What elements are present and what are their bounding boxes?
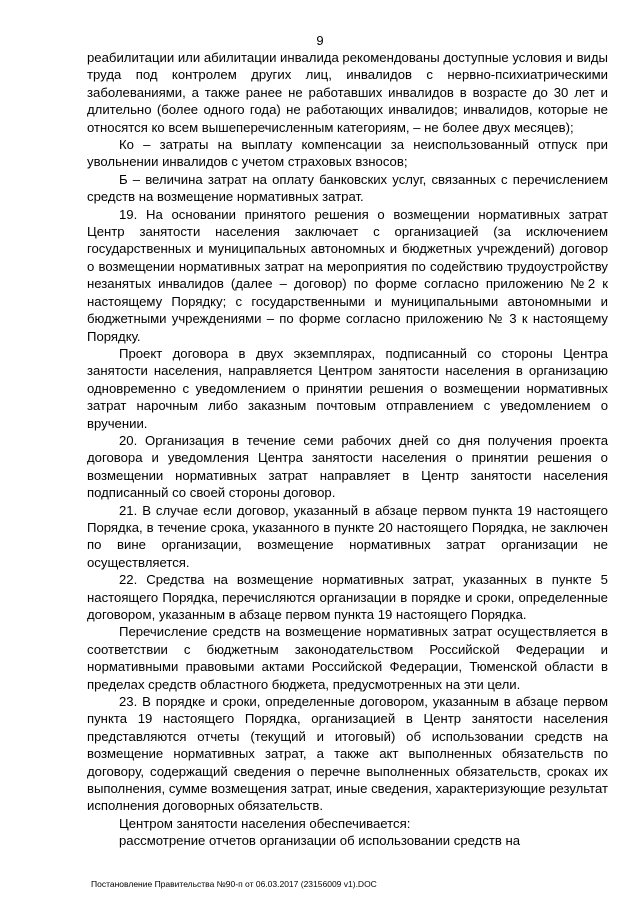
paragraph: Перечисление средств на возмещение нормативных затрат осуществляется в соответствии с бюджетным законодательством Российской Федерации и нормативными правовыми актами Российской Федерации, Тюменской области в пределах средств областного бюджета, предусмотренных на эти цели. xyxy=(87,624,608,692)
paragraph: 23. В порядке и сроки, определенные договором, указанным в абзаце первом пункта 19 настоящего Порядка, организацией в Центр занятости населения представляются отчеты (текущий и итоговый) об использовании средств на возмещение нормативных затрат, а также акт выполненных обязательств по договору, содержащий сведения о перечне выполненных обязательств, сроках их выполнения, сумме возмещения затрат, иные сведения, характеризующие результат исполнения договорных обязательств. xyxy=(87,694,608,814)
paragraph: Б – величина затрат на оплату банковских услуг, связанных с перечислением средств на возмещение нормативных затрат. xyxy=(87,171,608,205)
paragraph: 21. В случае если договор, указанный в абзаце первом пункта 19 настоящего Порядка, в течение срока, указанного в пункте 20 настоящего Порядка, не заключен по вине организации, возмещение нормативных затрат организации не осуществляется. xyxy=(87,502,608,570)
page-number: 9 xyxy=(316,33,324,48)
body-text xyxy=(87,49,608,850)
paragraph: 19. На основании принятого решения о возмещении нормативных затрат Центр занятости населения заключает с организацией (за исключением государственных и муниципальных автономных и бюджетных учреждений) договор о возмещении нормативных затрат на мероприятия по содействию трудоустройству незанятых инвалидов (далее – договор) по форме согласно приложению №2 к настоящему Порядку; с государственными и муниципальными автономными и бюджетными учреждениями – по форме согласно приложению № 3 к настоящему Порядку. xyxy=(87,206,608,344)
document-footer: Постановление Правительства №90-п от 06.03.2017 (23156009 v1).DOC xyxy=(91,879,377,889)
paragraph: рассмотрение отчетов организации об использовании средств на xyxy=(119,833,521,849)
paragraph: реабилитации или абилитации инвалида рекомендованы доступные условия и виды труда под контролем других лиц, инвалидов с нервно-психиатрическими заболеваниями, а также ранее не работавших инвалидов в возрасте до 30 лет и длительно (более одного года) не работающих инвалидов; инвалидов, которые не относятся ко всем вышеперечисленным категориям, – не более двух месяцев); xyxy=(87,50,609,135)
paragraph: Ко – затраты на выплату компенсации за неиспользованный отпуск при увольнении инвалидов с учетом страховых взносов; xyxy=(87,137,608,170)
paragraph: 20. Организация в течение семи рабочих дней со дня получения проекта договора и уведомления Центра занятости населения о принятии решения о возмещении нормативных затрат направляет в Центр занятости населения подписанный со своей стороны договор. xyxy=(87,432,608,501)
paragraph: Центром занятости населения обеспечивается: xyxy=(119,815,411,831)
paragraph: Проект договора в двух экземплярах, подписанный со стороны Центра занятости населения, направляется Центром занятости населения в организацию одновременно с уведомлением о принятии решения о возмещении нормативных затрат нарочным либо заказным почтовым отправлением с уведомлением о вручении. xyxy=(87,345,608,431)
paragraph: 22. Средства на возмещение нормативных затрат, указанных в пункте 5 настоящего Порядка, перечисляются организации в порядке и сроки, определенные договором, указанным в абзаце первом пункта 19 настоящего Порядка. xyxy=(87,572,608,622)
